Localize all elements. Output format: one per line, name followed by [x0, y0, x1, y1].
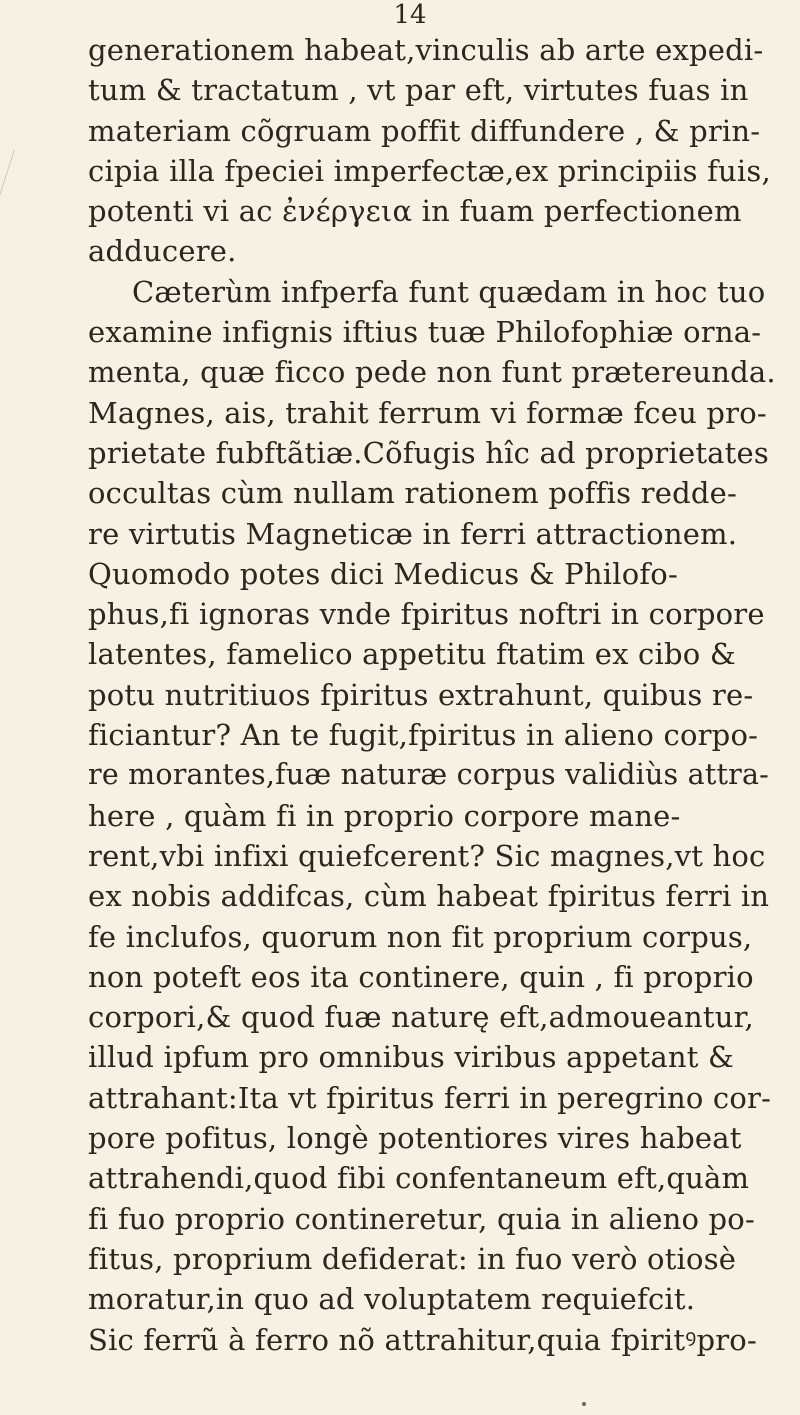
text-line: occultas cùm nullam rationem poffis redde-	[88, 476, 737, 511]
text-line: attrahendi,quod fibi confentaneum eft,quàm	[88, 1161, 750, 1196]
text-line: fe inclufos, quorum non fit proprium corpus,	[88, 919, 753, 954]
text-line: non poteft eos ita continere, quin , fi proprio	[88, 959, 754, 994]
text-line: moratur,in quo ad voluptatem requiefcit.	[88, 1282, 696, 1317]
text-line: potu nutritiuos fpiritus extrahunt, quibus re-	[88, 677, 754, 712]
text-line: latentes, famelico appetitu ftatim ex cibo &	[88, 637, 736, 672]
text-line: cipia illa fpeciei imperfectæ,ex principiis fuis,	[88, 153, 771, 188]
text-line: potenti vi ac ἐνέργεια in fuam perfectionem	[88, 194, 742, 229]
text-line: ex nobis addifcas, cùm habeat fpiritus ferri in	[88, 879, 770, 914]
text-line: illud ipfum pro omnibus viribus appetant &	[88, 1040, 735, 1075]
text-line: here , quàm fi in proprio corpore mane-	[88, 798, 681, 833]
text-line: re virtutis Magneticæ in ferri attractionem.	[88, 516, 738, 551]
page-number: 14	[393, 0, 427, 30]
body-text	[88, 30, 778, 1360]
text-line: fitus, proprium defiderat: in fuo verò otiosè	[88, 1241, 737, 1276]
text-line: fi fuo proprio contineretur, quia in alieno po-	[88, 1201, 755, 1236]
text-line: Sic ferrũ à ferro nõ attrahitur,quia fpiritꝰpro-	[88, 1322, 757, 1357]
margin-mark	[0, 150, 24, 201]
text-line: adducere.	[88, 234, 237, 269]
text-line: materiam cõgruam poffit diffundere , & prin-	[88, 113, 761, 148]
text-line: re morantes,fuæ naturæ corpus validiùs attra-	[88, 758, 769, 792]
text-line: generationem habeat,vinculis ab arte expedi-	[88, 33, 764, 67]
text-line: Magnes, ais, trahit ferrum vi formæ fceu pro-	[88, 395, 767, 430]
text-line: Cæterùm infperfa funt quædam in hoc tuo	[132, 274, 766, 309]
text-line: ficiantur? An te fugit,fpiritus in alieno corpo-	[88, 718, 759, 753]
text-line: rent,vbi infixi quiefcerent? Sic magnes,vt hoc	[88, 838, 766, 873]
text-line: corpori,& quod fuæ naturę eft,admoueantur,	[88, 1000, 754, 1035]
text-line: tum & tractatum , vt par eft, virtutes fuas in	[88, 73, 749, 108]
text-line: prietate fubftãtiæ.Cõfugis hîc ad proprietates	[88, 435, 769, 470]
text-line: phus,fi ignoras vnde fpiritus noftri in corpore	[88, 597, 765, 632]
text-line: examine infignis iftius tuæ Philofophiæ orna-	[88, 315, 762, 350]
text-line: menta, quæ ficco pede non funt prætereunda.	[88, 355, 776, 390]
text-line: attrahant:Ita vt fpiritus ferri in peregrino cor-	[88, 1080, 772, 1115]
ink-speck	[582, 1402, 586, 1406]
text-line: Quomodo potes dici Medicus & Philofo-	[88, 556, 678, 591]
text-line: pore pofitus, longè potentiores vires habeat	[88, 1121, 742, 1156]
